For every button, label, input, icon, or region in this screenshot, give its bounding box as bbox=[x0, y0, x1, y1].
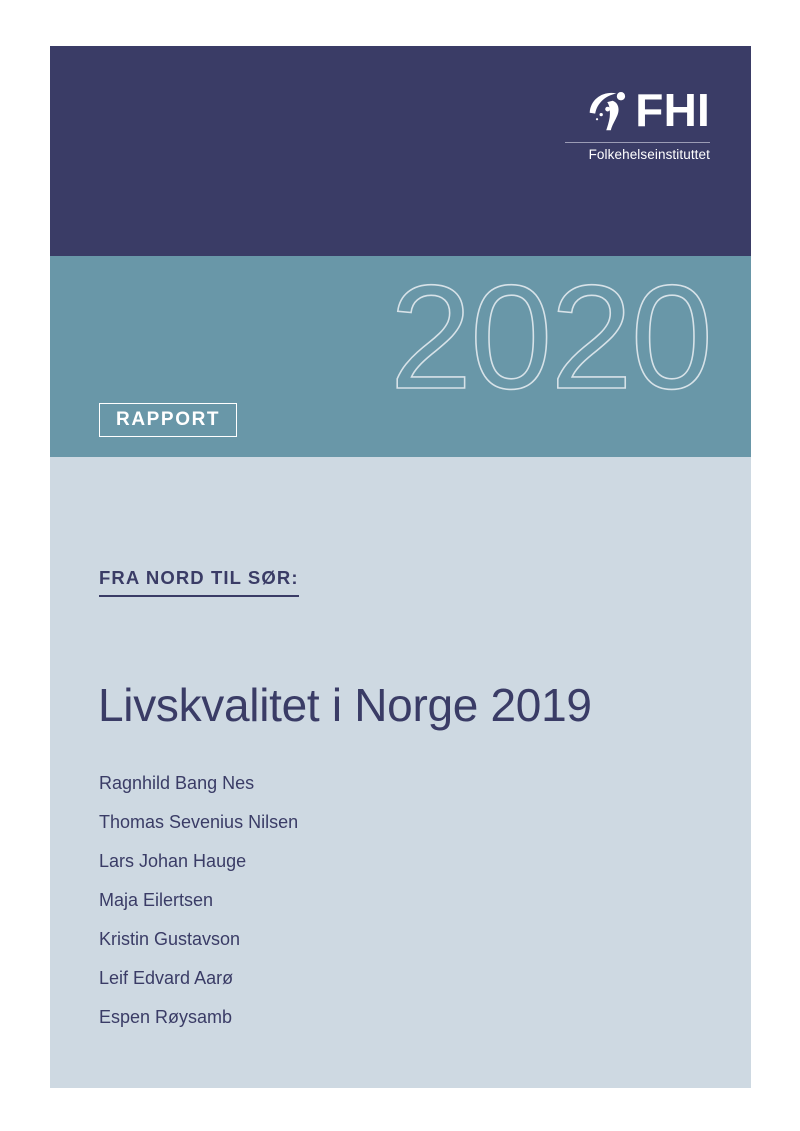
list-item: Maja Eilertsen bbox=[99, 890, 214, 910]
year-label: 2020 bbox=[389, 255, 711, 420]
report-cover bbox=[50, 46, 751, 1088]
header-band bbox=[50, 46, 751, 256]
page-title: Livskvalitet i Norge 2019 bbox=[98, 678, 592, 731]
list-item: Leif Edvard Aarø bbox=[99, 968, 234, 988]
list-item: Thomas Sevenius Nilsen bbox=[99, 812, 299, 832]
fhi-figure-logo-icon bbox=[586, 87, 632, 133]
logo-subtitle: Folkehelseinstituttet bbox=[588, 147, 710, 162]
logo-row bbox=[565, 82, 710, 138]
author-list bbox=[99, 764, 298, 1037]
list-item: Kristin Gustavson bbox=[99, 929, 241, 949]
list-item: Ragnhild Bang Nes bbox=[99, 773, 255, 793]
list-item: Lars Johan Hauge bbox=[99, 851, 247, 871]
report-type-badge: RAPPORT bbox=[99, 403, 237, 437]
series-eyebrow: FRA NORD TIL SØR: bbox=[99, 567, 299, 597]
list-item: Espen Røysamb bbox=[99, 1007, 233, 1027]
year-band bbox=[50, 256, 751, 457]
fhi-wordmark: FHI bbox=[635, 84, 710, 136]
logo-divider bbox=[565, 142, 710, 143]
title-band bbox=[50, 457, 751, 1088]
fhi-logo bbox=[565, 82, 710, 162]
